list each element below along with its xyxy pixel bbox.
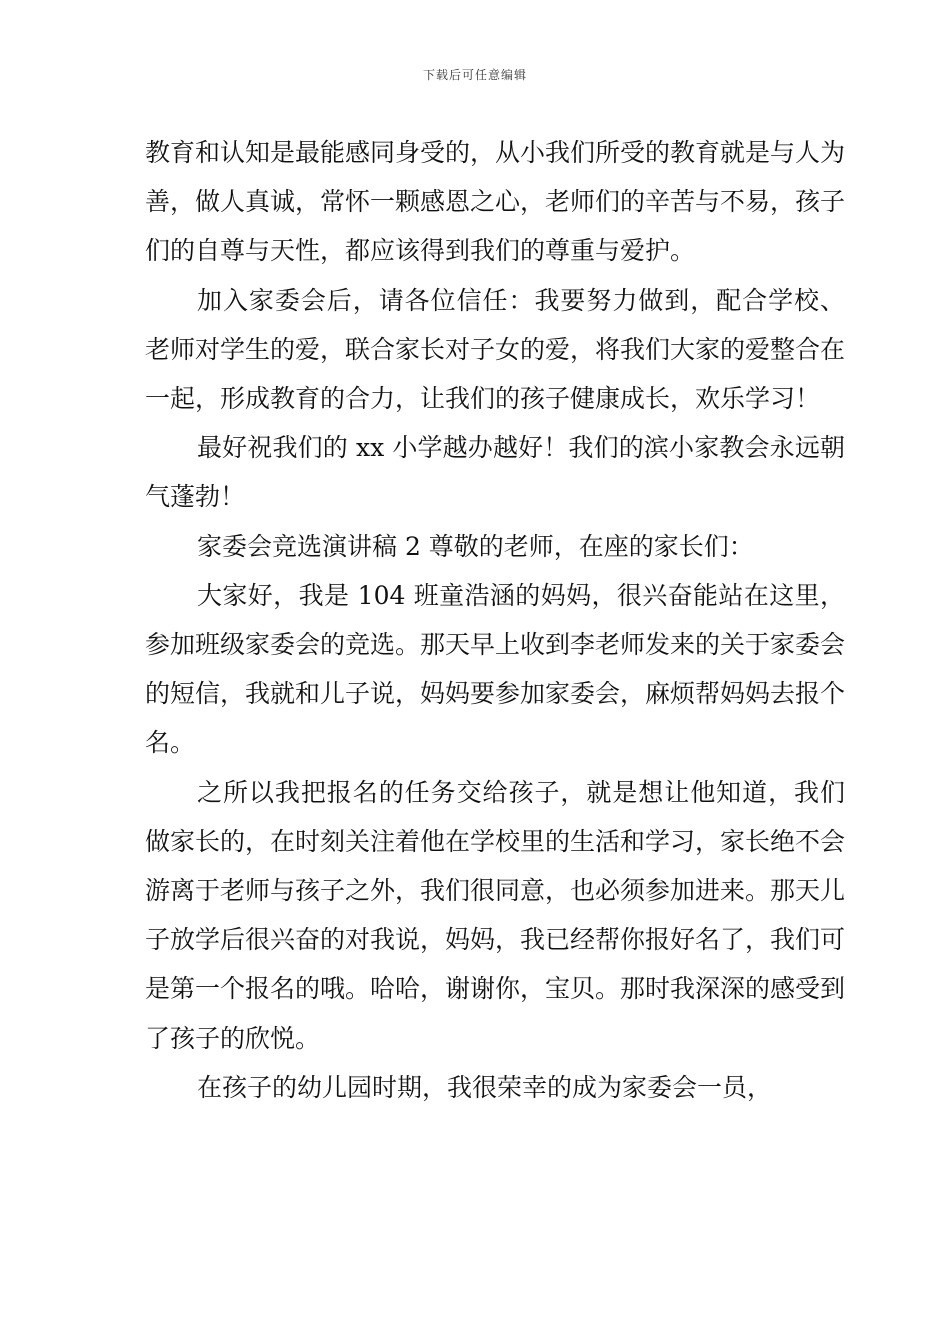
paragraph: 在孩子的幼儿园时期，我很荣幸的成为家委会一员， — [197, 1072, 773, 1102]
document-body — [145, 128, 845, 1112]
paragraph: 最好祝我们的 xx 小学越办越好！我们的滨小家教会永远朝气蓬勃！ — [145, 433, 845, 512]
paragraph: 大家好，我是 104 班童浩涵的妈妈，很兴奋能站在这里，参加班级家委会的竞选。那天早上收到李老师发来的关于家委会的短信，我就和儿子说，妈妈要参加家委会，麻烦帮妈妈去报个名。 — [145, 580, 846, 758]
paragraph: 加入家委会后，请各位信任：我要努力做到，配合学校、老师对学生的爱，联合家长对子女的爱，将我们大家的爱整合在一起，形成教育的合力，让我们的孩子健康成长，欢乐学习！ — [145, 285, 846, 414]
paragraph: 教育和认知是最能感同身受的，从小我们所受的教育就是与人为善，做人真诚，常怀一颗感恩之心，老师们的辛苦与不易，孩子们的自尊与天性，都应该得到我们的尊重与爱护。 — [145, 138, 846, 266]
paragraph: 之所以我把报名的任务交给孩子，就是想让他知道，我们做家长的，在时刻关注着他在学校里的生活和学习，家长绝不会游离于老师与孩子之外，我们很同意，也必须参加进来。那天儿子放学后很兴奋的对我说，妈妈，我已经帮你报好名了，我们可是第一个报名的哦。哈哈，谢谢你，宝贝。那时我深深的感受到了孩子的欣悦。 — [145, 777, 846, 1053]
paragraph: 家委会竞选演讲稿 2 尊敬的老师，在座的家长们： — [197, 531, 754, 561]
page-header-note: 下载后可任意编辑 — [422, 68, 527, 82]
